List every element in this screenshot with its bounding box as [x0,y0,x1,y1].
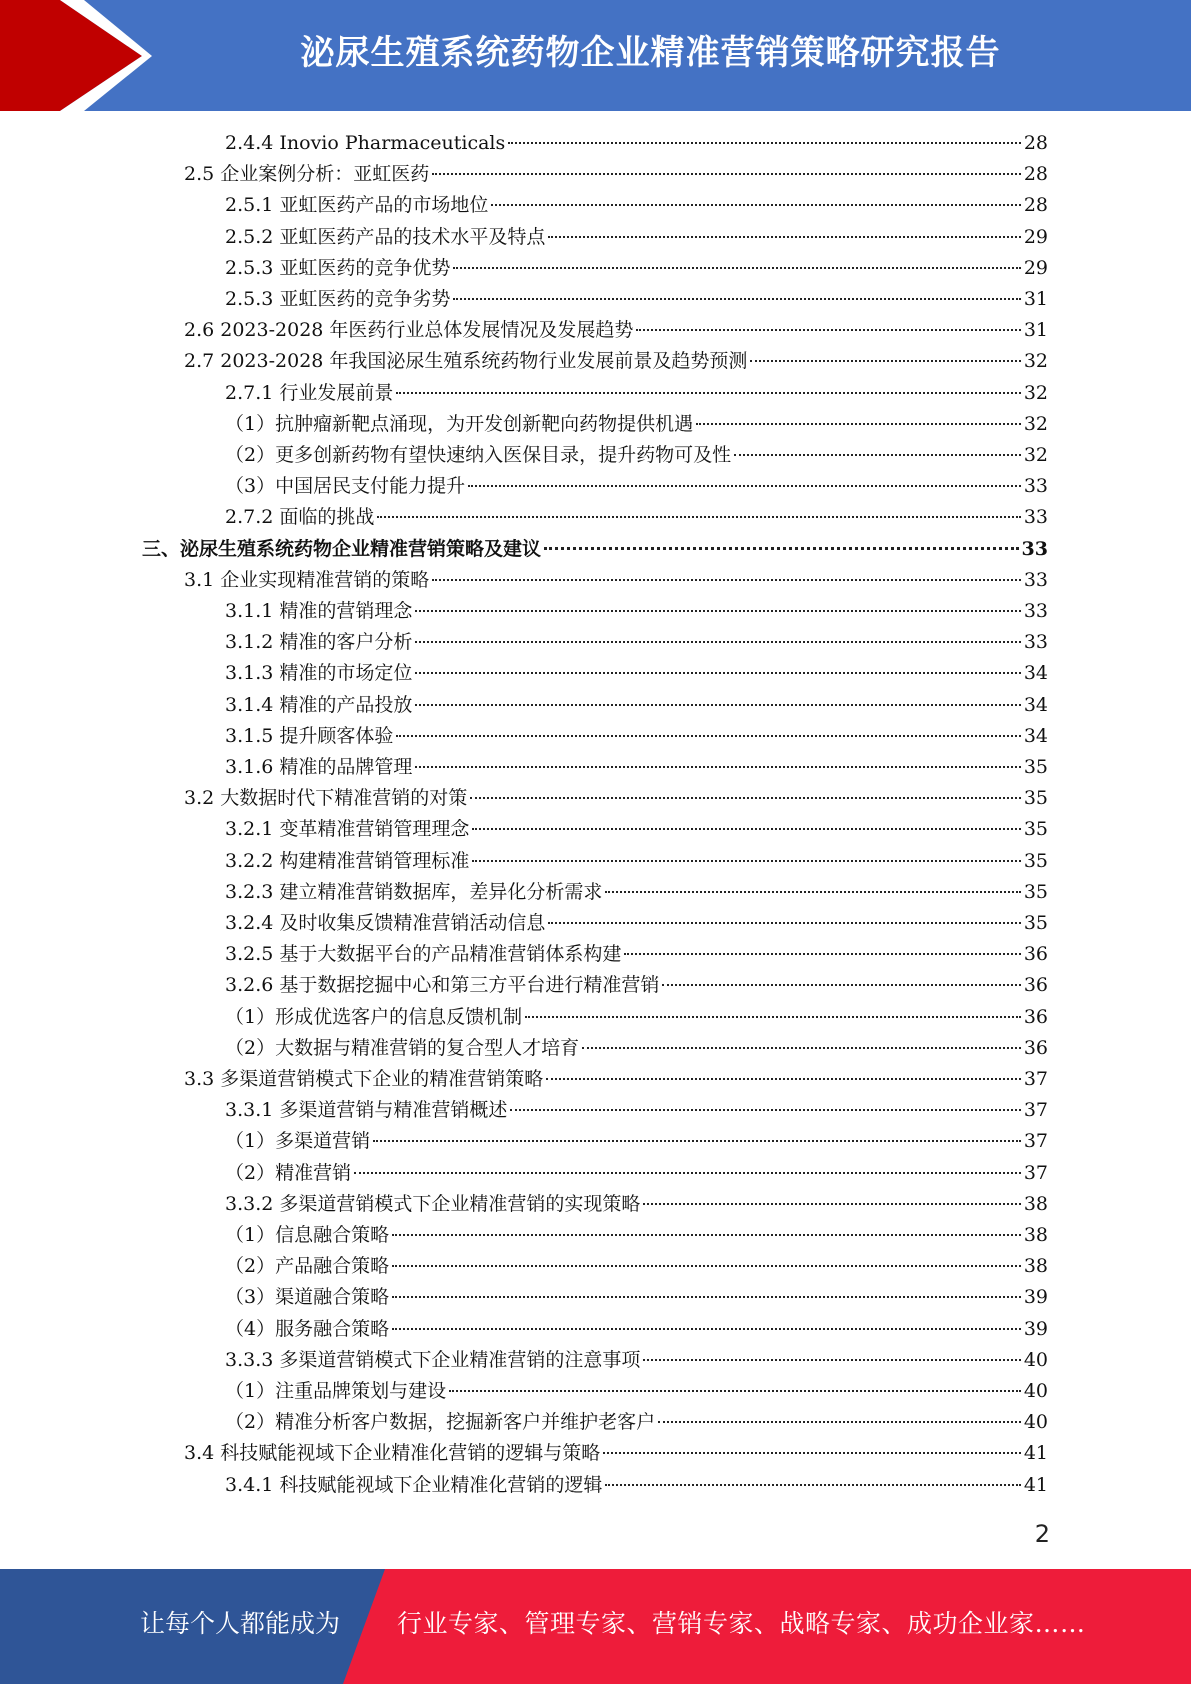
dot-leader [470,795,1021,799]
toc-entry-label: （3）中国居民支付能力提升 [225,475,466,498]
dot-leader [548,234,1020,238]
footer-slogan-left: 让每个人都能成为 [140,1609,341,1638]
toc-entry-page-number: 39 [1023,1286,1048,1309]
dot-leader [636,327,1020,331]
toc-entry-label: 3.2.4 及时收集反馈精准营销活动信息 [225,912,546,934]
toc-entry[interactable] [225,690,1048,721]
toc-entry[interactable] [225,471,1048,502]
dot-leader [643,1357,1020,1361]
toc-entry[interactable] [225,627,1048,658]
toc-entry[interactable] [225,1345,1048,1376]
toc-entry-page-number: 36 [1023,974,1048,997]
toc-entry-label: （2）大数据与精准营销的复合型人才培育 [225,1036,580,1059]
toc-entry[interactable] [184,346,1048,377]
toc-entry-page-number: 34 [1023,662,1048,685]
toc-entry-page-number: 35 [1023,818,1048,841]
dot-leader [624,951,1020,955]
toc-entry[interactable] [225,1033,1048,1064]
toc-entry-label: 2.5 企业案例分析：亚虹医药 [184,163,430,186]
toc-entry-page-number: 32 [1023,350,1048,373]
toc-entry-page-number: 36 [1023,1036,1048,1059]
toc-entry[interactable] [184,1438,1048,1469]
dot-leader [750,358,1020,362]
toc-entry[interactable] [225,1314,1048,1345]
dot-leader [415,764,1020,768]
toc-entry[interactable] [225,877,1048,908]
toc-entry-label: （1）形成优选客户的信息反馈机制 [225,1005,523,1028]
toc-entry-page-number: 34 [1023,693,1048,716]
toc-entry-page-number: 37 [1023,1130,1048,1153]
toc-entry-label: 2.7.1 行业发展前景 [225,381,394,404]
toc-entry[interactable] [225,752,1048,783]
toc-entry[interactable] [184,783,1048,814]
dot-leader [396,390,1020,394]
toc-entry[interactable] [225,1002,1048,1033]
toc-entry-label: 3.3.2 多渠道营销模式下企业精准营销的实现策略 [225,1192,641,1215]
toc-entry-page-number: 32 [1023,444,1048,466]
toc-entry-label: 3.1.6 精准的品牌管理 [225,756,413,778]
toc-entry-label: （1）抗肿瘤新靶点涌现，为开发创新靶向药物提供机遇 [225,412,694,435]
toc-entry-label: （4）服务融合策略 [225,1317,390,1340]
toc-entry[interactable] [225,658,1048,689]
dot-leader [510,1107,1020,1111]
toc-entry-label: 3.4.1 科技赋能视域下企业精准化营销的逻辑 [225,1473,603,1496]
toc-entry-label: 3.3 多渠道营销模式下企业的精准营销策略 [184,1068,544,1090]
toc-entry-page-number: 41 [1023,1442,1048,1465]
toc-entry-label: 3.1.1 精准的营销理念 [225,600,413,622]
toc-entry[interactable] [225,721,1048,752]
dot-leader [432,577,1021,581]
toc-entry-page-number: 33 [1023,506,1048,529]
toc-entry[interactable] [225,1407,1048,1438]
toc-entry-label: （2）精准分析客户数据，挖掘新客户并维护老客户 [225,1411,656,1434]
toc-entry-label: 2.7 2023-2028 年我国泌尿生殖系统药物行业发展前景及趋势预测 [184,350,748,373]
footer-banner [0,1569,1191,1684]
toc-entry-page-number: 29 [1023,225,1048,248]
toc-entry-label: 3.4 科技赋能视域下企业精准化营销的逻辑与策略 [184,1442,601,1465]
page-number: 2 [1034,1520,1050,1548]
toc-entry-label: 2.6 2023-2028 年医药行业总体发展情况及发展趋势 [184,319,634,342]
dot-leader [453,296,1020,300]
dot-leader [415,702,1020,706]
toc-entry-page-number: 33 [1021,537,1048,560]
toc-entry-page-number: 33 [1023,475,1048,498]
toc-entry-page-number: 37 [1023,1068,1048,1090]
dot-leader [392,1232,1021,1236]
toc-entry[interactable] [225,846,1048,877]
dot-leader [546,1076,1021,1080]
toc-entry-page-number: 37 [1023,1161,1048,1184]
toc-entry-page-number: 40 [1023,1348,1048,1371]
toc-entry-page-number: 33 [1023,631,1048,654]
dot-leader [544,545,1019,550]
toc-entry[interactable] [184,565,1048,596]
dot-leader [392,1263,1021,1267]
dot-leader [548,920,1020,924]
toc-entry-page-number: 34 [1023,724,1048,747]
toc-entry-page-number: 32 [1023,381,1048,404]
dot-leader [658,1419,1021,1423]
toc-entry-page-number: 28 [1023,132,1048,154]
toc-entry-page-number: 35 [1023,849,1048,872]
toc-entry-label: 2.5.1 亚虹医药产品的市场地位 [225,194,489,217]
toc-entry[interactable] [225,1251,1048,1282]
toc-entry[interactable] [225,128,1048,159]
toc-entry[interactable] [184,1064,1048,1095]
toc-entry[interactable] [184,159,1048,190]
dot-leader [525,1014,1021,1018]
toc-entry-label: （1）多渠道营销 [225,1130,371,1153]
dot-leader [643,1201,1020,1205]
toc-entry[interactable] [225,253,1048,284]
toc-entry-label: 3.2.3 建立精准营销数据库，差异化分析需求 [225,880,603,903]
toc-entry-label: 3.2.2 构建精准营销管理标准 [225,849,470,872]
toc-entry-page-number: 38 [1023,1255,1048,1278]
toc-entry-label: 三、泌尿生殖系统药物企业精准营销策略及建议 [142,537,542,560]
toc-entry[interactable] [225,502,1048,533]
toc-entry-page-number: 35 [1023,787,1048,810]
toc-entry[interactable] [225,939,1048,970]
dot-leader [354,1170,1021,1174]
toc-entry-page-number: 36 [1023,1005,1048,1028]
dot-leader [415,670,1020,674]
toc-entry-label: （1）信息融合策略 [225,1224,390,1246]
toc-entry-page-number: 35 [1023,880,1048,903]
dot-leader [377,514,1020,518]
toc-entry[interactable] [225,814,1048,845]
toc-entry-page-number: 33 [1023,600,1048,622]
dot-leader [582,1045,1021,1049]
toc-entry[interactable] [225,1126,1048,1157]
toc-entry-label: （3）渠道融合策略 [225,1286,390,1309]
dot-leader [468,483,1021,487]
dot-leader [453,265,1020,269]
toc-entry-page-number: 28 [1023,194,1048,217]
dot-leader [696,421,1021,425]
dot-leader [392,1326,1021,1330]
toc-entry-page-number: 40 [1023,1380,1048,1402]
toc-entry-label: 2.5.3 亚虹医药的竞争劣势 [225,288,451,310]
toc-entry[interactable] [142,534,1048,565]
toc-entry-page-number: 38 [1023,1192,1048,1215]
toc-entry[interactable] [225,440,1048,471]
toc-entry-label: 2.7.2 面临的挑战 [225,506,375,529]
toc-entry-label: 2.4.4 Inovio Pharmaceuticals [225,132,506,154]
toc-entry[interactable] [225,1158,1048,1189]
toc-entry-label: 3.1.2 精准的客户分析 [225,631,413,654]
toc-entry[interactable] [225,1189,1048,1220]
toc-entry-page-number: 35 [1023,756,1048,778]
dot-leader [396,733,1020,737]
toc-entry[interactable] [225,970,1048,1001]
toc-entry-page-number: 31 [1023,319,1048,342]
toc-entry-label: 3.3.3 多渠道营销模式下企业精准营销的注意事项 [225,1348,641,1371]
toc-entry[interactable] [225,1095,1048,1126]
toc-entry[interactable] [225,222,1048,253]
toc-entry-page-number: 39 [1023,1317,1048,1340]
dot-leader [491,202,1020,206]
toc-entry-label: （1）注重品牌策划与建设 [225,1380,447,1402]
toc-entry[interactable] [225,1470,1048,1501]
toc-entry-page-number: 41 [1023,1473,1048,1496]
dot-leader [603,1450,1021,1454]
toc-entry[interactable] [225,190,1048,221]
toc-entry-label: 3.1.4 精准的产品投放 [225,693,413,716]
toc-entry-page-number: 36 [1023,943,1048,966]
toc-entry-page-number: 40 [1023,1411,1048,1434]
toc-entry-label: 3.2.1 变革精准营销管理理念 [225,818,470,841]
toc-entry[interactable] [225,1220,1048,1251]
toc-entry-label: （2）产品融合策略 [225,1255,390,1278]
dot-leader [734,452,1021,456]
toc-entry-label: 3.2.5 基于大数据平台的产品精准营销体系构建 [225,943,622,966]
toc-entry[interactable] [225,596,1048,627]
dot-leader [392,1294,1021,1298]
toc-entry-page-number: 32 [1023,412,1048,435]
toc-entry-page-number: 35 [1023,912,1048,934]
header-banner [0,0,1191,111]
dot-leader [605,1482,1020,1486]
toc-entry-label: 3.3.1 多渠道营销与精准营销概述 [225,1099,508,1122]
dot-leader [605,889,1020,893]
toc-entry-page-number: 33 [1023,568,1048,591]
toc-entry-label: 3.1 企业实现精准营销的策略 [184,568,430,591]
toc-entry-page-number: 28 [1023,163,1048,186]
footer-slogan-right: 行业专家、管理专家、营销专家、战略专家、成功企业家…… [397,1609,1086,1638]
dot-leader [373,1138,1021,1142]
toc-entry[interactable] [225,908,1048,939]
toc-entry[interactable] [225,378,1048,409]
toc-entry-label: （2）精准营销 [225,1161,352,1184]
toc-entry[interactable] [225,1376,1048,1407]
dot-leader [662,982,1020,986]
toc-entry-label: 3.2.6 基于数据挖掘中心和第三方平台进行精准营销 [225,974,660,997]
dot-leader [472,826,1020,830]
toc-entry-page-number: 38 [1023,1224,1048,1246]
toc-entry-page-number: 31 [1023,288,1048,310]
dot-leader [415,608,1020,612]
toc-entry-label: 2.5.2 亚虹医药产品的技术水平及特点 [225,225,546,248]
toc-entry-page-number: 29 [1023,256,1048,279]
toc-entry-label: 2.5.3 亚虹医药的竞争优势 [225,256,451,279]
toc-entry[interactable] [225,1282,1048,1313]
dot-leader [508,140,1021,144]
toc-entry-label: 3.1.3 精准的市场定位 [225,662,413,685]
toc-entry-page-number: 37 [1023,1099,1048,1122]
dot-leader [432,171,1021,175]
toc-entry-label: （2）更多创新药物有望快速纳入医保目录，提升药物可及性 [225,444,732,466]
dot-leader [472,858,1020,862]
toc-entry[interactable] [225,284,1048,315]
dot-leader [415,639,1020,643]
toc-entry-label: 3.2 大数据时代下精准营销的对策 [184,787,468,810]
toc-entry[interactable] [225,409,1048,440]
toc-entry[interactable] [184,315,1048,346]
toc-entry-label: 3.1.5 提升顾客体验 [225,724,394,747]
dot-leader [449,1388,1021,1392]
report-title: 泌尿生殖系统药物企业精准营销策略研究报告 [300,33,1001,73]
